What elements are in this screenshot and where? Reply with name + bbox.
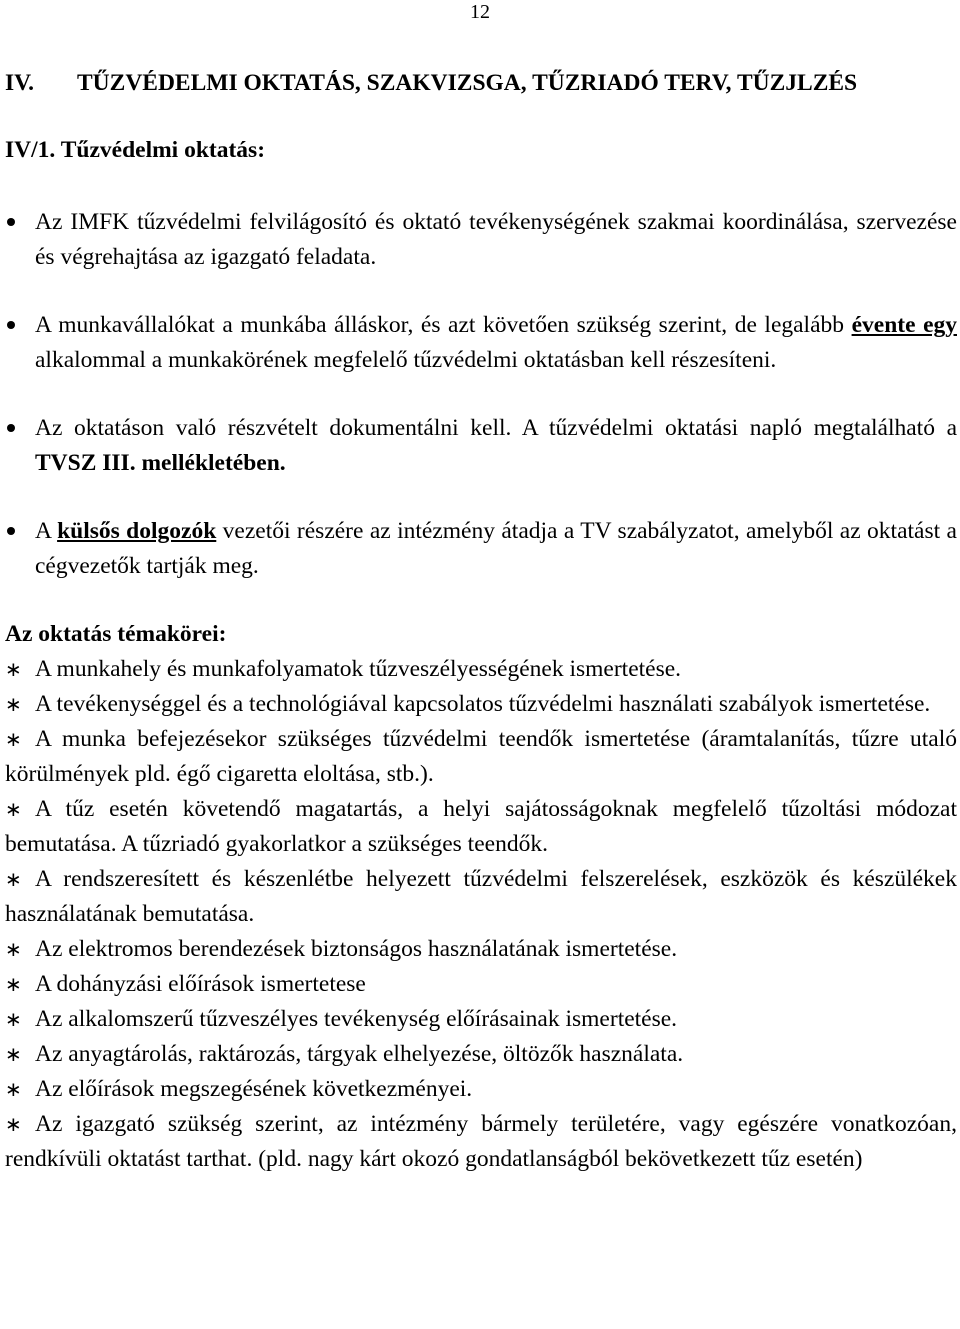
topic-item: [5, 722, 957, 792]
topic-item: [5, 652, 957, 687]
topic-item: [5, 792, 957, 862]
bullet-emphasis: évente egy: [851, 312, 957, 338]
asterisk-bullet-icon: ∗: [5, 657, 22, 681]
topic-text: A rendszeresített és készenlétbe helyezett tűzvédelmi felszerelések, eszközök és készülékek használatának bemutatása.: [5, 866, 957, 927]
subsection-heading: IV/1. Tűzvédelmi oktatás:: [5, 137, 266, 163]
bullet-item: [5, 308, 957, 378]
asterisk-bullet-icon: ∗: [5, 797, 22, 821]
topic-item: [5, 862, 957, 932]
bullet-text: alkalommal a munkakörének megfelelő tűzvédelmi oktatásban kell részesíteni.: [35, 347, 777, 373]
topic-text: Az alkalomszerű tűzveszélyes tevékenység előírásainak ismertetése.: [35, 1006, 678, 1032]
topic-text: A munkahely és munkafolyamatok tűzveszélyességének ismertetése.: [35, 656, 682, 682]
topic-text: Az előírások megszegésének következményei.: [35, 1076, 473, 1102]
topics-list: [5, 652, 957, 1177]
bullet-item: [5, 514, 957, 584]
bullet-text: Az IMFK tűzvédelmi felvilágosító és oktató tevékenységének szakmai koordinálása, szervezése és végrehajtása az igazgató feladata.: [35, 209, 957, 270]
bullet-text: A: [35, 518, 58, 544]
asterisk-bullet-icon: ∗: [5, 1077, 22, 1101]
asterisk-bullet-icon: ∗: [5, 867, 22, 891]
bullet-dot-icon: [5, 308, 35, 343]
asterisk-bullet-icon: ∗: [5, 1007, 22, 1031]
bullet-dot-icon: [5, 514, 35, 549]
asterisk-bullet-icon: ∗: [5, 1042, 22, 1066]
topics-heading: Az oktatás témakörei:: [5, 621, 227, 647]
bullet-dot-icon: [5, 411, 35, 446]
bullet-dot-icon: [5, 205, 35, 240]
bullet-emphasis: TVSZ III. mellékletében.: [35, 450, 286, 476]
bullet-text: Az oktatáson való részvételt dokumentálni kell. A tűzvédelmi oktatási napló megtalálható a: [35, 415, 957, 441]
topic-item: [5, 967, 957, 1002]
section-number: IV.: [5, 70, 34, 96]
section-heading: [5, 66, 957, 101]
topic-item: [5, 1107, 957, 1177]
topic-text: Az igazgató szükség szerint, az intézmény bármely területére, vagy egészére vonatkozóan, rendkívüli oktatást tarthat. (pld. nagy kárt okozó gondatlanságból bekövetkezett tűz esetén): [5, 1111, 957, 1172]
asterisk-bullet-icon: ∗: [5, 692, 22, 716]
topic-item: [5, 687, 957, 722]
bullet-emphasis: külsős dolgozók: [57, 518, 217, 544]
topic-item: [5, 1002, 957, 1037]
topic-text: A munka befejezésekor szükséges tűzvédelmi teendők ismertetése (áramtalanítás, tűzre utaló körülmények pld. égő cigaretta eloltása, stb.).: [5, 726, 957, 787]
asterisk-bullet-icon: ∗: [5, 727, 22, 751]
topic-text: A tűz esetén követendő magatartás, a helyi sajátosságoknak megfelelő tűzoltási módozat bemutatása. A tűzriadó gyakorlatkor a szükséges teendők.: [5, 796, 957, 857]
topic-text: Az elektromos berendezések biztonságos használatának ismertetése.: [35, 936, 678, 962]
asterisk-bullet-icon: ∗: [5, 972, 22, 996]
topic-item: [5, 1072, 957, 1107]
topic-text: A tevékenységgel és a technológiával kapcsolatos tűzvédelmi használati szabályok ismertetése.: [35, 691, 931, 717]
topic-text: A dohányzási előírások ismertetese: [35, 971, 366, 997]
topic-item: [5, 932, 957, 967]
bullet-text: A munkavállalókat a munkába álláskor, és azt követően szükség szerint, de legalább: [35, 312, 852, 338]
document-body: [5, 66, 957, 1177]
bullet-text: vezetői részére az intézmény átadja a TV szabályzatot, amelyből az oktatást a cégvezetők tartják meg.: [35, 518, 957, 579]
asterisk-bullet-icon: ∗: [5, 937, 22, 961]
topic-item: [5, 1037, 957, 1072]
bullet-item: [5, 205, 957, 275]
asterisk-bullet-icon: ∗: [5, 1112, 22, 1136]
section-title: TŰZVÉDELMI OKTATÁS, SZAKVIZSGA, TŰZRIADÓ TERV, TŰZJLZÉS: [77, 70, 858, 96]
bullet-item: [5, 411, 957, 481]
page-number: 12: [470, 1, 490, 23]
topic-text: Az anyagtárolás, raktározás, tárgyak elhelyezése, öltözők használata.: [35, 1041, 684, 1067]
